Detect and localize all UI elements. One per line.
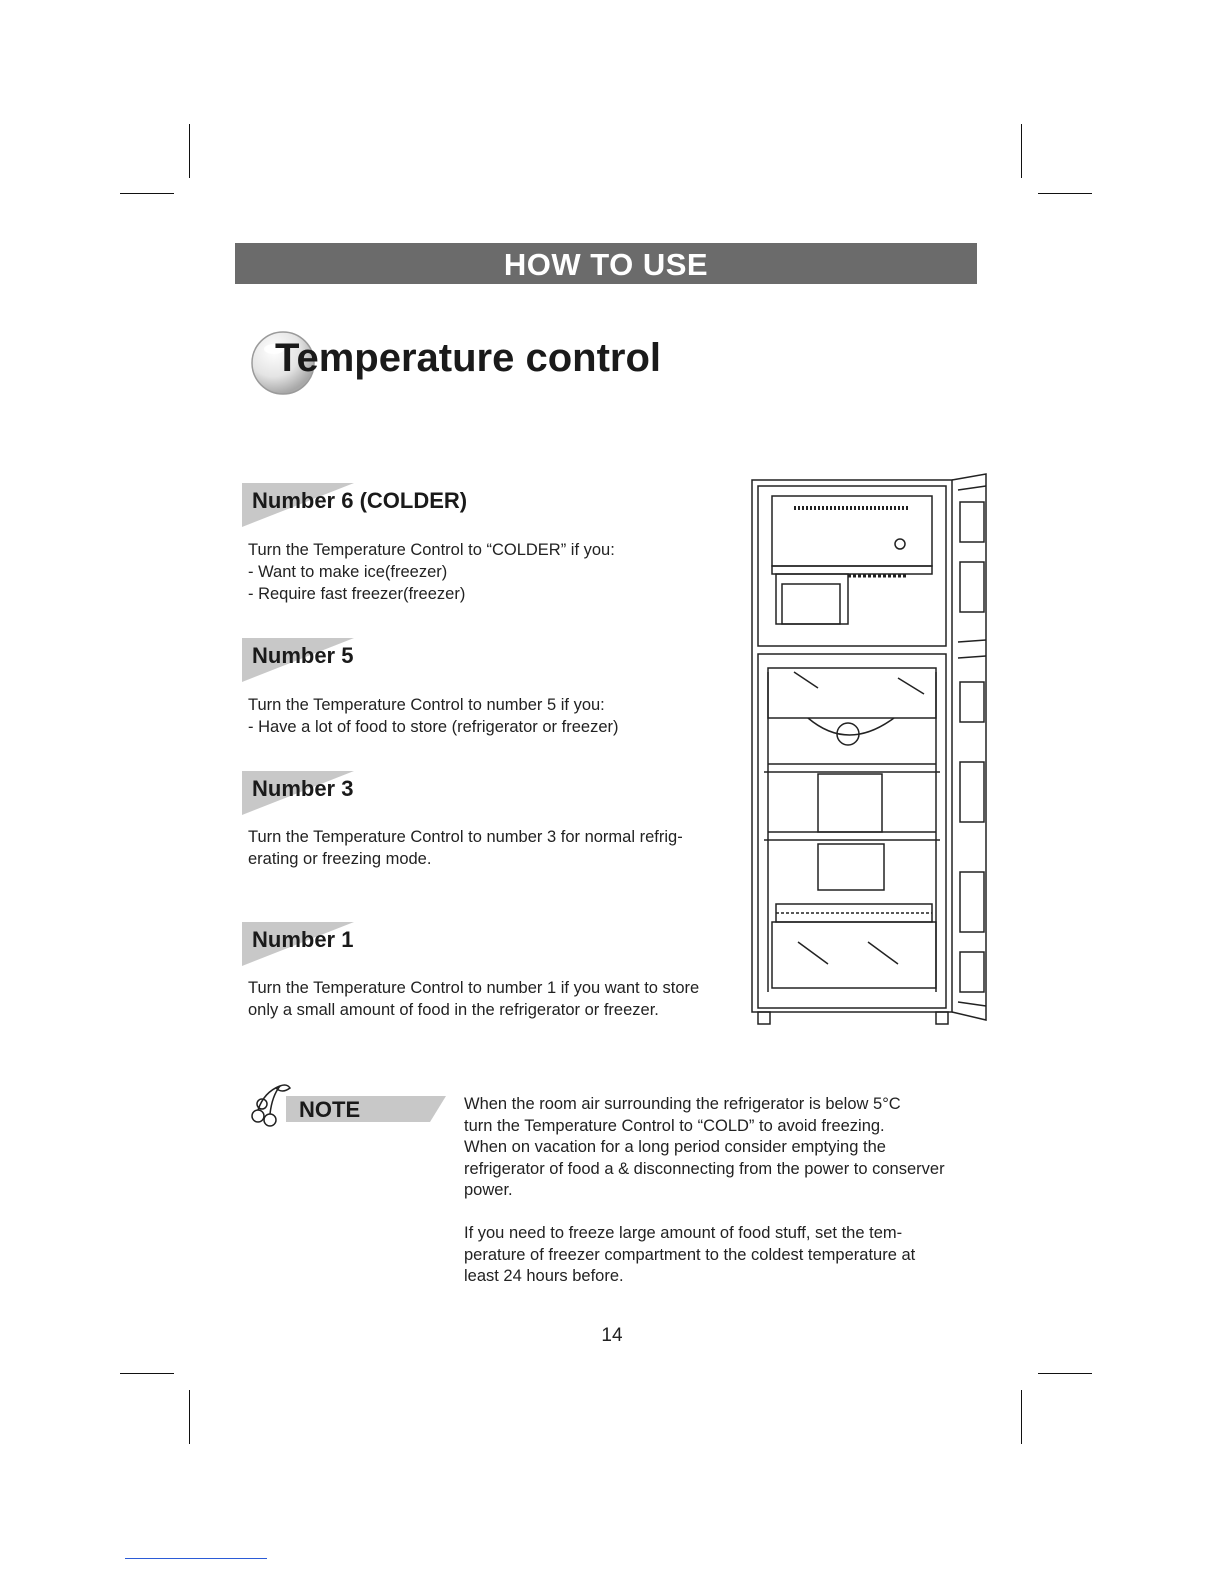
section-body	[248, 694, 619, 738]
refrigerator-illustration	[748, 472, 988, 1032]
section-heading	[242, 771, 362, 815]
section-body	[248, 826, 683, 870]
crop-mark	[1021, 124, 1022, 178]
note-paragraph	[464, 1223, 915, 1288]
crop-mark	[120, 193, 174, 194]
text-line: When on vacation for a long period consider emptying the	[464, 1138, 886, 1156]
text-line: - Want to make ice(freezer)	[248, 563, 448, 581]
text-line: erating or freezing mode.	[248, 850, 432, 868]
text-line: - Have a lot of food to store (refrigerator or freezer)	[248, 718, 619, 736]
text-line: power.	[464, 1181, 513, 1199]
crop-mark	[120, 1373, 174, 1374]
note-paragraph	[464, 1094, 945, 1202]
text-line: only a small amount of food in the refrigerator or freezer.	[248, 1001, 659, 1019]
crop-mark	[1038, 1373, 1092, 1374]
text-line: Turn the Temperature Control to number 1 if you want to store	[248, 979, 700, 997]
section-heading-label: Number 6 (COLDER)	[252, 488, 468, 513]
note-label: NOTE	[299, 1097, 361, 1122]
text-line: least 24 hours before.	[464, 1267, 624, 1285]
text-line: If you need to freeze large amount of food stuff, set the tem-	[464, 1224, 903, 1242]
crop-mark	[1038, 193, 1092, 194]
section-heading-label: Number 5	[252, 643, 354, 668]
section-heading	[242, 922, 362, 966]
text-line: - Require fast freezer(freezer)	[248, 585, 466, 603]
section-heading-label: Number 1	[252, 927, 354, 952]
crop-mark	[1021, 1390, 1022, 1444]
section-heading-label: Number 3	[252, 776, 354, 801]
page-number: 14	[601, 1325, 623, 1346]
section-heading	[242, 483, 468, 527]
text-line: turn the Temperature Control to “COLD” to avoid freezing.	[464, 1116, 885, 1135]
text-line: Turn the Temperature Control to “COLDER” if you:	[248, 541, 615, 559]
text-line: Turn the Temperature Control to number 3 for normal refrig-	[248, 828, 683, 846]
section-body	[248, 977, 699, 1021]
text-line: perature of freezer compartment to the coldest temperature at	[464, 1245, 916, 1264]
section-header-bar: HOW TO USE	[235, 243, 977, 284]
cherry-icon	[246, 1082, 292, 1128]
section-body	[248, 539, 615, 605]
crop-mark	[189, 1390, 190, 1444]
note-heading	[246, 1082, 446, 1128]
text-line: Turn the Temperature Control to number 5 if you:	[248, 696, 605, 714]
page-title: Temperature control	[275, 336, 661, 380]
text-line: When the room air surrounding the refrigerator is below 5°C	[464, 1095, 901, 1113]
footer-rule	[125, 1558, 267, 1559]
crop-mark	[189, 124, 190, 178]
section-heading	[242, 638, 362, 682]
text-line: refrigerator of food a & disconnecting from the power to conserver	[464, 1159, 945, 1178]
